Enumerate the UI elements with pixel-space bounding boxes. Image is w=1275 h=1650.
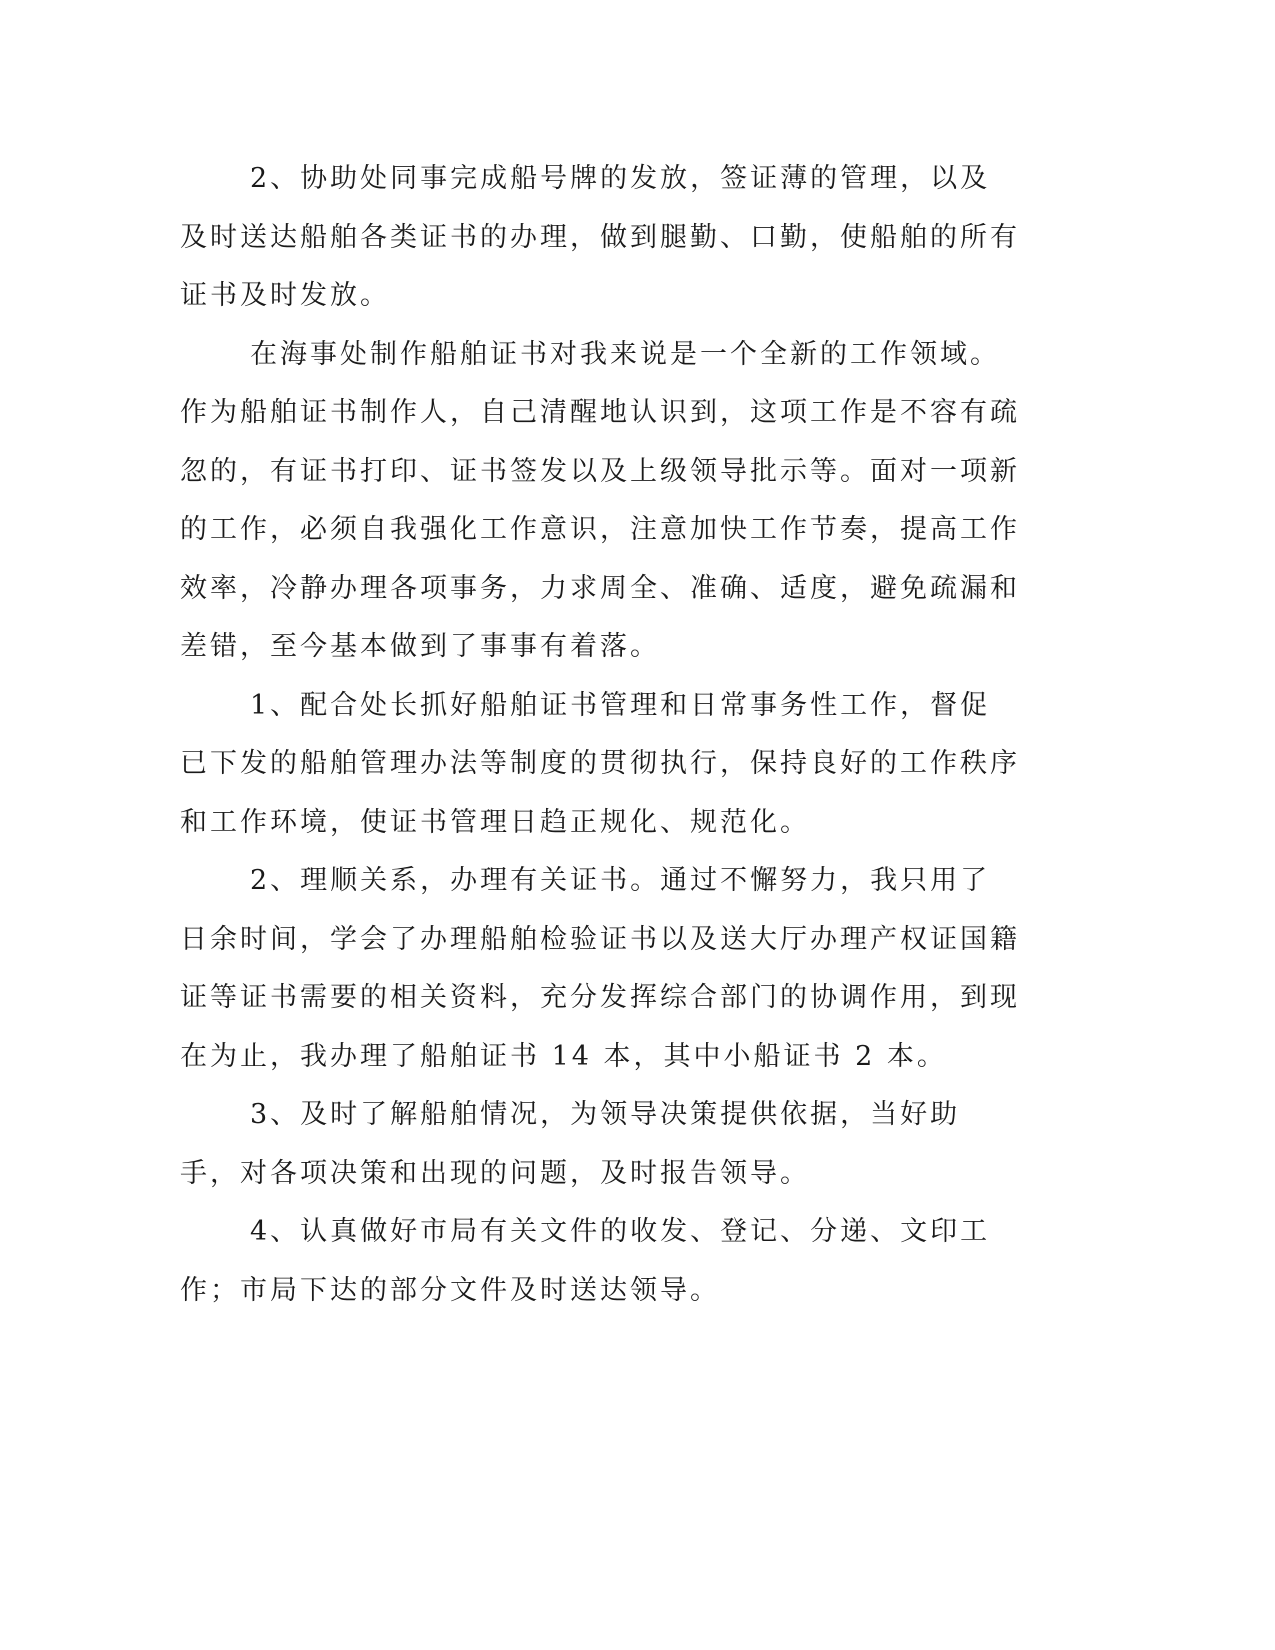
paragraph-document-handling: 4、认真做好市局有关文件的收发、登记、分递、文印工作；市局下达的部分文件及时送达领导。 xyxy=(180,1216,991,1306)
document-body xyxy=(180,150,1020,1320)
paragraph-handling-certificates: 2、理顺关系，办理有关证书。通过不懈努力，我只用了日余时间，学会了办理船舶检验证书以及送大厅办理产权证国籍证等证书需要的相关资料，充分发挥综合部门的协调作用，到现在为止，我办理了船舶证书 14 本，其中小船证书 2 本。 xyxy=(180,865,1020,1072)
paragraph-certificate-management: 1、配合处长抓好船舶证书管理和日常事务性工作，督促已下发的船舶管理办法等制度的贯彻执行，保持良好的工作秩序和工作环境，使证书管理日趋正规化、规范化。 xyxy=(180,689,1020,838)
paragraph-ship-information: 3、及时了解船舶情况，为领导决策提供依据，当好助手，对各项决策和出现的问题，及时报告领导。 xyxy=(180,1099,961,1189)
paragraph-delivery-certificates: 2、协助处同事完成船号牌的发放，签证薄的管理，以及及时送达船舶各类证书的办理，做到腿勤、口勤，使船舶的所有证书及时发放。 xyxy=(180,163,1020,311)
paragraph-certificate-work-intro: 在海事处制作船舶证书对我来说是一个全新的工作领域。作为船舶证书制作人，自己清醒地认识到，这项工作是不容有疏忽的，有证书打印、证书签发以及上级领导批示等。面对一项新的工作，必须自我强化工作意识，注意加快工作节奏，提高工作效率，冷静办理各项事务，力求周全、准确、适度，避免疏漏和差错，至今基本做到了事事有着落。 xyxy=(180,338,1020,662)
